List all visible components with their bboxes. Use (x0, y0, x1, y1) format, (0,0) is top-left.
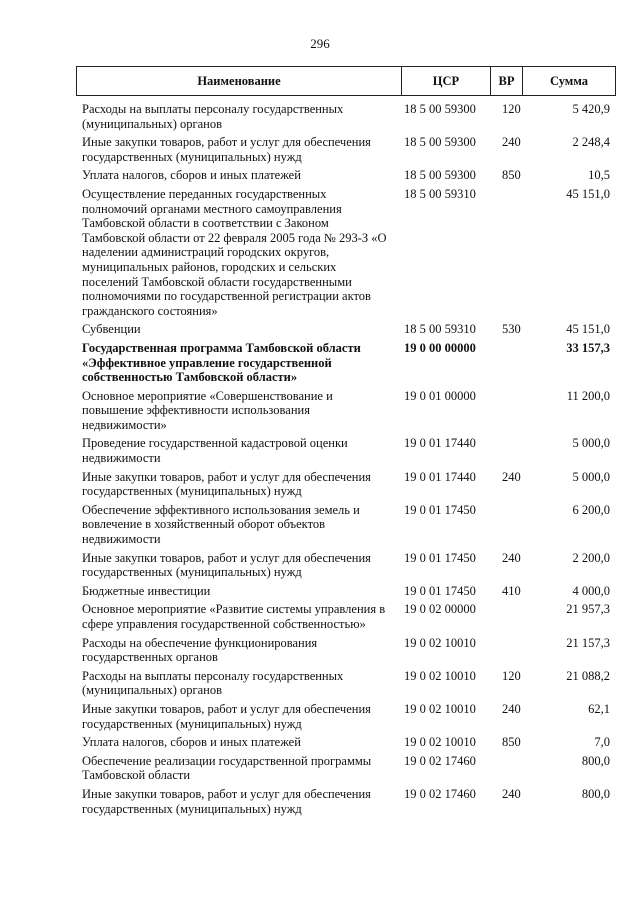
row-csr: 19 0 00 00000 (404, 340, 476, 355)
row-vr: 120 (502, 668, 521, 683)
row-sum: 21 957,3 (566, 602, 610, 617)
row-vr: 240 (502, 786, 521, 801)
row-sum: 800,0 (581, 786, 610, 801)
header-sum: Сумма (550, 73, 588, 88)
table-row (82, 551, 610, 580)
table-row (82, 503, 610, 547)
table-header (76, 66, 616, 96)
row-csr: 18 5 00 59300 (404, 135, 476, 150)
row-name: Иные закупки товаров, работ и услуг для обеспечения государственных (муниципальных) нужд (82, 469, 371, 499)
row-csr: 19 0 01 00000 (404, 388, 476, 403)
row-name: Обеспечение эффективного использования земель и вовлечение в хозяйственный оборот объектов недвижимости (82, 502, 360, 547)
table-row (82, 389, 610, 433)
row-name: Уплата налогов, сборов и иных платежей (82, 168, 301, 183)
table-row (82, 754, 610, 783)
row-sum: 45 151,0 (566, 186, 610, 201)
row-vr: 120 (502, 102, 521, 116)
row-sum: 10,5 (588, 168, 610, 183)
row-vr: 240 (502, 550, 521, 565)
row-sum: 6 200,0 (572, 502, 610, 517)
header-vr: ВР (491, 67, 523, 95)
row-vr: 240 (502, 135, 521, 150)
table-row (82, 322, 610, 337)
table-row (82, 602, 610, 631)
row-vr: 850 (502, 168, 521, 183)
table-row-program (82, 341, 610, 385)
row-name: Основное мероприятие «Развитие системы управления в сфере управления государственной собственностью» (82, 602, 386, 631)
row-vr: 530 (502, 322, 521, 337)
row-csr: 18 5 00 59310 (404, 186, 476, 201)
row-sum: 4 000,0 (572, 583, 610, 598)
row-vr: 240 (502, 469, 521, 484)
row-sum: 62,1 (588, 701, 610, 716)
row-name: Расходы на выплаты персоналу государственных (муниципальных) органов (82, 102, 344, 131)
row-csr: 19 0 01 17440 (404, 436, 476, 451)
row-name: Основное мероприятие «Совершенствование и повышение эффективности использования недвижимости» (82, 388, 333, 432)
row-sum: 5 000,0 (572, 436, 610, 451)
row-name: Иные закупки товаров, работ и услуг для обеспечения государственных (муниципальных) нужд (82, 550, 371, 580)
table-row (82, 187, 610, 318)
table-row (82, 135, 610, 164)
row-sum: 7,0 (594, 735, 610, 750)
table-row (82, 584, 610, 599)
row-name: Иные закупки товаров, работ и услуг для обеспечения государственных (муниципальных) нужд (82, 135, 371, 164)
row-csr: 19 0 02 10010 (404, 735, 476, 750)
table-row (82, 168, 610, 183)
table-row (82, 669, 610, 698)
row-name: Государственная программа Тамбовской области «Эффективное управление государственной собственностью Тамбовской области» (82, 340, 361, 385)
row-name: Уплата налогов, сборов и иных платежей (82, 735, 301, 750)
row-sum: 2 200,0 (572, 550, 610, 565)
row-name: Расходы на обеспечение функционирования государственных органов (82, 635, 318, 665)
row-name: Осуществление переданных государственных полномочий органами местного самоуправления Тамбовской области в соответствии с Законом Тамбовской области от 22 февраля 2005 года № 293-З «О наделении администраций городских округов, муниципальных районов, городских и сельских поселений Тамбовской области государственными полномочиями по государственной регистрации актов гражданского состояния» (82, 186, 387, 318)
table-row (82, 702, 610, 731)
table-row (82, 470, 610, 499)
row-sum: 45 151,0 (566, 322, 610, 337)
row-csr: 19 0 02 00000 (404, 602, 476, 617)
page-number: 296 (310, 36, 330, 51)
row-csr: 19 0 02 10010 (404, 668, 476, 683)
row-sum: 5 420,9 (572, 102, 610, 116)
row-sum: 5 000,0 (572, 469, 610, 484)
row-vr: 240 (502, 701, 521, 716)
row-name: Расходы на выплаты персоналу государственных (муниципальных) органов (82, 668, 344, 698)
row-vr: 850 (502, 735, 521, 750)
row-csr: 19 0 01 17440 (404, 469, 476, 484)
row-csr: 19 0 02 17460 (404, 786, 476, 801)
row-name: Иные закупки товаров, работ и услуг для обеспечения государственных (муниципальных) нужд (82, 701, 371, 731)
table-row (82, 735, 610, 750)
row-csr: 18 5 00 59310 (404, 322, 476, 337)
row-sum: 21 088,2 (566, 668, 610, 683)
row-csr: 19 0 02 10010 (404, 701, 476, 716)
row-csr: 19 0 01 17450 (404, 502, 476, 517)
table-row (82, 436, 610, 465)
row-sum: 33 157,3 (566, 340, 610, 355)
row-sum: 2 248,4 (572, 135, 610, 150)
row-name: Субвенции (82, 322, 141, 337)
row-sum: 21 157,3 (566, 635, 610, 650)
row-vr: 410 (502, 583, 521, 598)
row-name: Проведение государственной кадастровой оценки недвижимости (82, 436, 348, 466)
row-csr: 19 0 02 17460 (404, 753, 476, 768)
row-sum: 800,0 (581, 753, 610, 768)
row-name: Бюджетные инвестиции (82, 583, 211, 598)
row-sum: 11 200,0 (566, 388, 610, 403)
row-csr: 19 0 01 17450 (404, 583, 476, 598)
table-body (82, 102, 610, 820)
table-row (82, 636, 610, 665)
row-csr: 18 5 00 59300 (404, 168, 476, 183)
header-csr: ЦСР (402, 67, 491, 95)
row-name: Обеспечение реализации государственной программы Тамбовской области (82, 753, 372, 783)
row-csr: 19 0 01 17450 (404, 550, 476, 565)
row-name: Иные закупки товаров, работ и услуг для обеспечения государственных (муниципальных) нужд (82, 786, 371, 816)
table-row (82, 787, 610, 816)
header-name: Наименование (77, 67, 402, 95)
row-csr: 18 5 00 59300 (404, 102, 476, 116)
table-row (82, 102, 610, 131)
row-csr: 19 0 02 10010 (404, 635, 476, 650)
